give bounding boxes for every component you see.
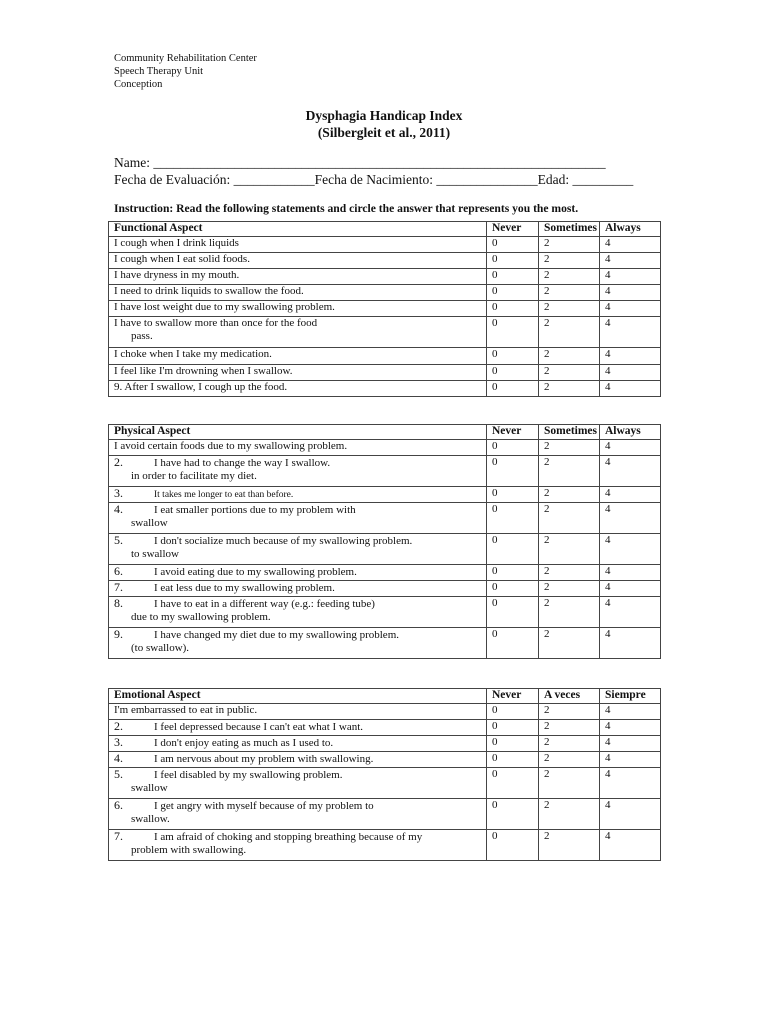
answer-sometimes[interactable]: 2 bbox=[539, 752, 600, 768]
item-number: 6. bbox=[114, 798, 123, 812]
answer-never[interactable]: 0 bbox=[487, 628, 539, 659]
emotional-aspect-table bbox=[108, 688, 661, 861]
answer-never[interactable]: 0 bbox=[487, 565, 539, 581]
statement-continuation: problem with swallowing. bbox=[131, 844, 247, 856]
statement-text: I feel disabled by my swallowing problem. bbox=[154, 769, 343, 781]
answer-always[interactable]: 4 bbox=[600, 487, 661, 503]
statement-text: I am afraid of choking and stopping breathing because of my bbox=[154, 831, 423, 843]
item-number: 5. bbox=[114, 767, 123, 781]
answer-never[interactable]: 0 bbox=[487, 581, 539, 597]
answer-always[interactable]: 4 bbox=[600, 381, 661, 397]
answer-always[interactable]: 4 bbox=[600, 565, 661, 581]
statement-cell bbox=[109, 440, 487, 456]
answer-never[interactable]: 0 bbox=[487, 269, 539, 285]
answer-sometimes[interactable]: 2 bbox=[539, 237, 600, 253]
answer-always[interactable]: 4 bbox=[600, 440, 661, 456]
statement-continuation: pass. bbox=[131, 330, 153, 342]
column-sometimes: Sometimes bbox=[539, 222, 600, 237]
statement-text: I have dryness in my mouth. bbox=[114, 269, 240, 281]
table-header-row bbox=[109, 222, 661, 237]
statement-text: I eat less due to my swallowing problem. bbox=[154, 582, 335, 594]
answer-sometimes[interactable]: 2 bbox=[539, 301, 600, 317]
answer-never[interactable]: 0 bbox=[487, 597, 539, 628]
statement-text: I get angry with myself because of my problem to bbox=[154, 800, 374, 812]
column-never: Never bbox=[487, 425, 539, 440]
table-row bbox=[109, 285, 661, 301]
answer-sometimes[interactable]: 2 bbox=[539, 799, 600, 830]
answer-sometimes[interactable]: 2 bbox=[539, 348, 600, 365]
statement-continuation: swallow bbox=[131, 782, 168, 794]
table-header-row bbox=[109, 689, 661, 704]
statement-text: I choke when I take my medication. bbox=[114, 348, 272, 360]
answer-never[interactable]: 0 bbox=[487, 830, 539, 861]
table-row bbox=[109, 736, 661, 752]
title-citation: (Silbergleit et al., 2011) bbox=[317, 125, 451, 140]
table-row bbox=[109, 534, 661, 565]
document-title bbox=[0, 107, 768, 141]
column-sometimes: A veces bbox=[539, 689, 600, 704]
statement-cell bbox=[109, 503, 487, 534]
answer-never[interactable]: 0 bbox=[487, 487, 539, 503]
statement-continuation: in order to facilitate my diet. bbox=[131, 470, 257, 482]
table-row bbox=[109, 456, 661, 487]
table-row bbox=[109, 565, 661, 581]
table-row bbox=[109, 704, 661, 720]
answer-sometimes[interactable]: 2 bbox=[539, 768, 600, 799]
item-number: 2. bbox=[114, 719, 123, 733]
answer-never[interactable]: 0 bbox=[487, 253, 539, 269]
table-row bbox=[109, 752, 661, 768]
table-row bbox=[109, 365, 661, 381]
answer-sometimes[interactable]: 2 bbox=[539, 736, 600, 752]
statement-cell bbox=[109, 237, 487, 253]
statement-text: I cough when I drink liquids bbox=[114, 237, 239, 249]
table-row bbox=[109, 440, 661, 456]
table-row bbox=[109, 348, 661, 365]
header-line-unit: Speech Therapy Unit bbox=[114, 66, 204, 77]
section-heading: Emotional Aspect bbox=[109, 689, 487, 704]
item-number: 7. bbox=[114, 580, 123, 594]
instruction-text: Instruction: Read the following statements and circle the answer that represents you the most. bbox=[114, 202, 579, 215]
answer-always[interactable]: 4 bbox=[600, 799, 661, 830]
answer-never[interactable]: 0 bbox=[487, 799, 539, 830]
statement-text: I have to eat in a different way (e.g.: feeding tube) bbox=[154, 598, 375, 610]
statement-cell bbox=[109, 317, 487, 348]
item-number: 3. bbox=[114, 735, 123, 749]
statement-cell bbox=[109, 704, 487, 720]
answer-always[interactable]: 4 bbox=[600, 720, 661, 736]
statement-cell bbox=[109, 301, 487, 317]
answer-never[interactable]: 0 bbox=[487, 237, 539, 253]
answer-sometimes[interactable]: 2 bbox=[539, 597, 600, 628]
item-number: 9. bbox=[114, 627, 123, 641]
answer-always[interactable]: 4 bbox=[600, 269, 661, 285]
statement-continuation: (to swallow). bbox=[131, 642, 190, 654]
statement-cell bbox=[109, 799, 487, 830]
answer-sometimes[interactable]: 2 bbox=[539, 628, 600, 659]
statement-continuation: to swallow bbox=[131, 548, 179, 560]
statement-cell bbox=[109, 365, 487, 381]
column-never: Never bbox=[487, 222, 539, 237]
column-always: Siempre bbox=[600, 689, 661, 704]
table-row bbox=[109, 720, 661, 736]
header-line-location: Conception bbox=[114, 79, 163, 90]
table-row bbox=[109, 269, 661, 285]
answer-sometimes[interactable]: 2 bbox=[539, 720, 600, 736]
statement-cell bbox=[109, 285, 487, 301]
statement-cell bbox=[109, 597, 487, 628]
header-line-center: Community Rehabilitation Center bbox=[114, 53, 257, 64]
answer-always[interactable]: 4 bbox=[600, 301, 661, 317]
statement-cell bbox=[109, 581, 487, 597]
answer-sometimes[interactable]: 2 bbox=[539, 285, 600, 301]
table-row bbox=[109, 799, 661, 830]
statement-cell bbox=[109, 720, 487, 736]
column-always: Always bbox=[600, 425, 661, 440]
answer-never[interactable]: 0 bbox=[487, 440, 539, 456]
answer-sometimes[interactable]: 2 bbox=[539, 503, 600, 534]
statement-continuation: swallow. bbox=[131, 813, 170, 825]
statement-text: I have had to change the way I swallow. bbox=[154, 457, 331, 469]
answer-always[interactable]: 4 bbox=[600, 456, 661, 487]
item-number: 3. bbox=[114, 486, 123, 500]
table-row bbox=[109, 830, 661, 861]
answer-never[interactable]: 0 bbox=[487, 752, 539, 768]
statement-text: I have lost weight due to my swallowing problem. bbox=[114, 301, 335, 313]
answer-never[interactable]: 0 bbox=[487, 534, 539, 565]
answer-never[interactable]: 0 bbox=[487, 768, 539, 799]
answer-never[interactable]: 0 bbox=[487, 365, 539, 381]
table-row bbox=[109, 237, 661, 253]
answer-sometimes[interactable]: 2 bbox=[539, 830, 600, 861]
answer-never[interactable]: 0 bbox=[487, 503, 539, 534]
column-never: Never bbox=[487, 689, 539, 704]
physical-aspect-table bbox=[108, 424, 661, 659]
statement-cell bbox=[109, 830, 487, 861]
answer-always[interactable]: 4 bbox=[600, 253, 661, 269]
statement-text: I feel like I'm drowning when I swallow. bbox=[114, 365, 293, 377]
answer-never[interactable]: 0 bbox=[487, 285, 539, 301]
answer-sometimes[interactable]: 2 bbox=[539, 269, 600, 285]
statement-cell bbox=[109, 736, 487, 752]
table-row bbox=[109, 768, 661, 799]
name-field[interactable]: Name: ___________________________________________________________________ bbox=[114, 155, 606, 170]
table-header-row bbox=[109, 425, 661, 440]
statement-continuation: swallow bbox=[131, 517, 168, 529]
answer-always[interactable]: 4 bbox=[600, 597, 661, 628]
answer-always[interactable]: 4 bbox=[600, 830, 661, 861]
statement-text: I eat smaller portions due to my problem with bbox=[154, 504, 356, 516]
item-number: 4. bbox=[114, 502, 123, 516]
table-row bbox=[109, 317, 661, 348]
answer-never[interactable]: 0 bbox=[487, 736, 539, 752]
table-row bbox=[109, 581, 661, 597]
table-row bbox=[109, 628, 661, 659]
answer-always[interactable]: 4 bbox=[600, 581, 661, 597]
statement-cell bbox=[109, 565, 487, 581]
statement-text: I'm embarrassed to eat in public. bbox=[114, 704, 258, 716]
section-heading: Physical Aspect bbox=[109, 425, 487, 440]
table-row bbox=[109, 597, 661, 628]
column-always: Always bbox=[600, 222, 661, 237]
answer-never[interactable]: 0 bbox=[487, 381, 539, 397]
answer-sometimes[interactable]: 2 bbox=[539, 456, 600, 487]
statement-cell bbox=[109, 487, 487, 503]
answer-always[interactable]: 4 bbox=[600, 285, 661, 301]
statement-text: 9. After I swallow, I cough up the food. bbox=[114, 381, 288, 393]
answer-always[interactable]: 4 bbox=[600, 503, 661, 534]
answer-always[interactable]: 4 bbox=[600, 752, 661, 768]
column-sometimes: Sometimes bbox=[539, 425, 600, 440]
section-heading: Functional Aspect bbox=[109, 222, 487, 237]
table-row bbox=[109, 381, 661, 397]
item-number: 4. bbox=[114, 751, 123, 765]
answer-sometimes[interactable]: 2 bbox=[539, 565, 600, 581]
answer-sometimes[interactable]: 2 bbox=[539, 704, 600, 720]
statement-cell bbox=[109, 752, 487, 768]
answer-sometimes[interactable]: 2 bbox=[539, 534, 600, 565]
statement-cell bbox=[109, 269, 487, 285]
statement-cell bbox=[109, 534, 487, 565]
answer-never[interactable]: 0 bbox=[487, 301, 539, 317]
statement-text: I have changed my diet due to my swallowing problem. bbox=[154, 629, 399, 641]
answer-sometimes[interactable]: 2 bbox=[539, 317, 600, 348]
answer-sometimes[interactable]: 2 bbox=[539, 253, 600, 269]
table-row bbox=[109, 503, 661, 534]
dates-field[interactable]: Fecha de Evaluación: ____________Fecha de Nacimiento: _______________Edad: _________ bbox=[114, 172, 634, 187]
statement-continuation: due to my swallowing problem. bbox=[131, 611, 271, 623]
answer-sometimes[interactable]: 2 bbox=[539, 487, 600, 503]
item-number: 7. bbox=[114, 829, 123, 843]
answer-sometimes[interactable]: 2 bbox=[539, 581, 600, 597]
answer-always[interactable]: 4 bbox=[600, 237, 661, 253]
statement-text: It takes me longer to eat than before. bbox=[154, 490, 294, 500]
answer-always[interactable]: 4 bbox=[600, 704, 661, 720]
statement-text: I need to drink liquids to swallow the food. bbox=[114, 285, 304, 297]
statement-text: I feel depressed because I can't eat what I want. bbox=[154, 721, 364, 733]
item-number: 2. bbox=[114, 455, 123, 469]
answer-sometimes[interactable]: 2 bbox=[539, 365, 600, 381]
table-row bbox=[109, 301, 661, 317]
statement-text: I avoid eating due to my swallowing problem. bbox=[154, 566, 357, 578]
statement-text: I don't enjoy eating as much as I used to. bbox=[154, 737, 334, 749]
statement-cell bbox=[109, 456, 487, 487]
statement-cell bbox=[109, 768, 487, 799]
statement-text: I am nervous about my problem with swallowing. bbox=[154, 753, 374, 765]
functional-aspect-table bbox=[108, 221, 661, 397]
answer-never[interactable]: 0 bbox=[487, 317, 539, 348]
answer-always[interactable]: 4 bbox=[600, 736, 661, 752]
answer-always[interactable]: 4 bbox=[600, 348, 661, 365]
statement-cell bbox=[109, 348, 487, 365]
statement-cell bbox=[109, 253, 487, 269]
answer-always[interactable]: 4 bbox=[600, 768, 661, 799]
answer-never[interactable]: 0 bbox=[487, 456, 539, 487]
item-number: 6. bbox=[114, 564, 123, 578]
statement-text: I avoid certain foods due to my swallowing problem. bbox=[114, 440, 348, 452]
answer-always[interactable]: 4 bbox=[600, 628, 661, 659]
table-row bbox=[109, 487, 661, 503]
statement-cell bbox=[109, 628, 487, 659]
item-number: 8. bbox=[114, 596, 123, 610]
title-main: Dysphagia Handicap Index bbox=[305, 108, 463, 123]
item-number: 5. bbox=[114, 533, 123, 547]
answer-never[interactable]: 0 bbox=[487, 704, 539, 720]
statement-text: I don't socialize much because of my swallowing problem. bbox=[154, 535, 413, 547]
answer-sometimes[interactable]: 2 bbox=[539, 440, 600, 456]
answer-never[interactable]: 0 bbox=[487, 720, 539, 736]
statement-cell bbox=[109, 381, 487, 397]
statement-text: I have to swallow more than once for the food bbox=[114, 317, 318, 329]
answer-always[interactable]: 4 bbox=[600, 317, 661, 348]
statement-text: I cough when I eat solid foods. bbox=[114, 253, 250, 265]
table-row bbox=[109, 253, 661, 269]
answer-sometimes[interactable]: 2 bbox=[539, 381, 600, 397]
answer-always[interactable]: 4 bbox=[600, 365, 661, 381]
answer-always[interactable]: 4 bbox=[600, 534, 661, 565]
answer-never[interactable]: 0 bbox=[487, 348, 539, 365]
document-header bbox=[114, 52, 257, 91]
